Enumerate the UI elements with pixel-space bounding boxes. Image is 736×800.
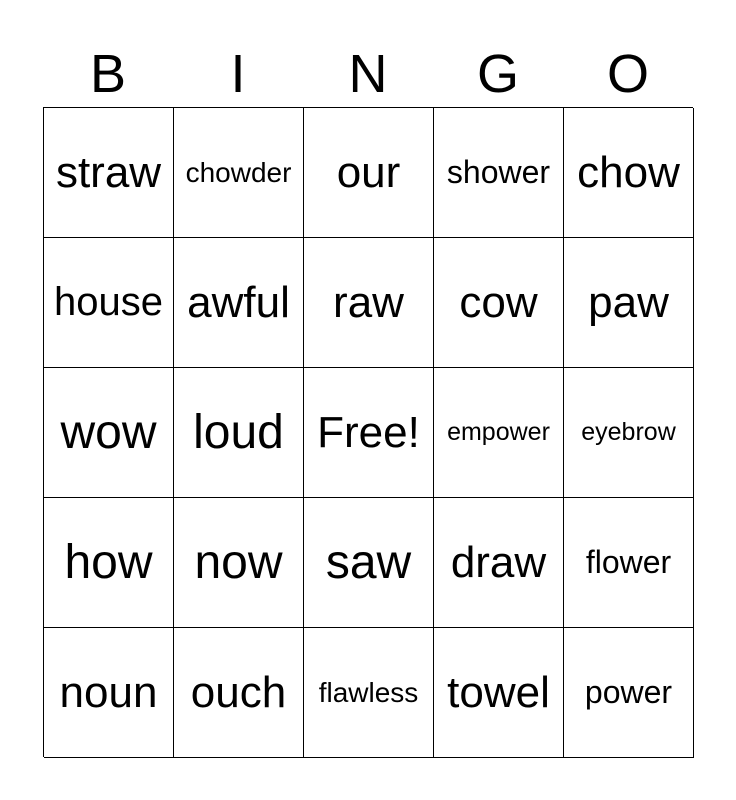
bingo-cell[interactable]: ouch — [174, 628, 304, 758]
bingo-cell[interactable]: noun — [44, 628, 174, 758]
bingo-free-space[interactable]: Free! — [304, 368, 434, 498]
bingo-cell[interactable]: towel — [434, 628, 564, 758]
bingo-cell[interactable]: saw — [304, 498, 434, 628]
bingo-cell[interactable]: awful — [174, 238, 304, 368]
bingo-cell[interactable]: our — [304, 108, 434, 238]
bingo-cell[interactable]: now — [174, 498, 304, 628]
bingo-cell[interactable]: how — [44, 498, 174, 628]
bingo-cell[interactable]: eyebrow — [564, 368, 694, 498]
bingo-cell[interactable]: chowder — [174, 108, 304, 238]
header-letter-o: O — [606, 44, 649, 104]
header-letter-g: G — [476, 44, 519, 104]
bingo-cell[interactable]: loud — [174, 368, 304, 498]
header-letter-i: I — [230, 44, 246, 104]
bingo-cell[interactable]: straw — [44, 108, 174, 238]
bingo-cell[interactable]: shower — [434, 108, 564, 238]
bingo-cell[interactable]: empower — [434, 368, 564, 498]
bingo-card-grid — [43, 107, 693, 757]
bingo-cell[interactable]: wow — [44, 368, 174, 498]
header-letter-n: N — [348, 44, 388, 104]
header-letter-b: B — [89, 44, 127, 104]
bingo-cell[interactable]: chow — [564, 108, 694, 238]
bingo-cell[interactable]: draw — [434, 498, 564, 628]
bingo-cell[interactable]: raw — [304, 238, 434, 368]
bingo-cell[interactable]: house — [44, 238, 174, 368]
bingo-cell[interactable]: paw — [564, 238, 694, 368]
bingo-cell[interactable]: flawless — [304, 628, 434, 758]
bingo-cell[interactable]: flower — [564, 498, 694, 628]
bingo-header — [43, 40, 693, 108]
bingo-cell[interactable]: power — [564, 628, 694, 758]
bingo-cell[interactable]: cow — [434, 238, 564, 368]
